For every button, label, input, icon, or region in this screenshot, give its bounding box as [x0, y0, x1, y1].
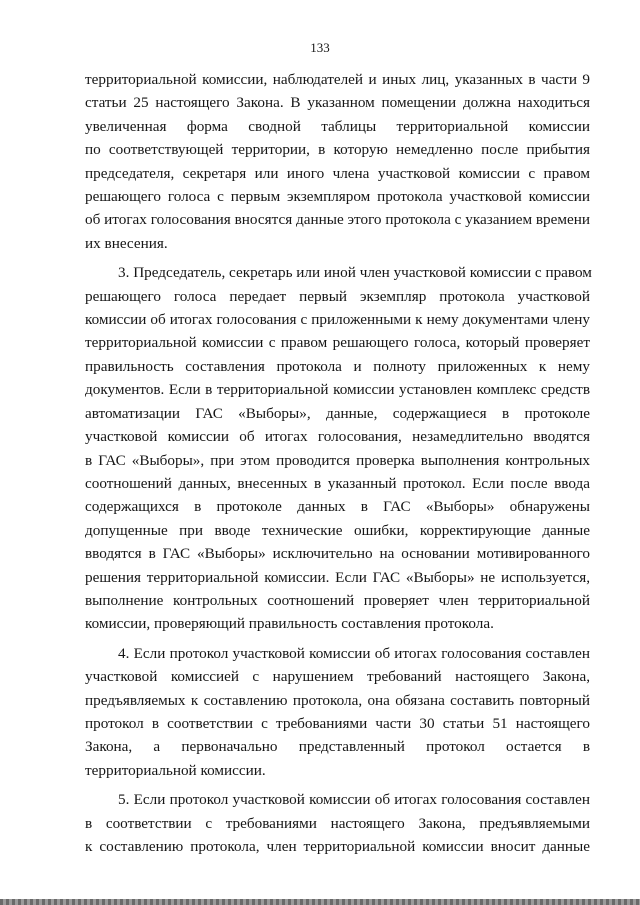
- text-line: статьи 25 настоящего Закона. В указанном помещении должна находиться: [85, 94, 590, 112]
- paragraph-continuation: [85, 68, 590, 255]
- text-line: 5. Если протокол участковой комиссии об итогах голосования составлен: [118, 791, 590, 809]
- paragraph-item-3: [85, 261, 590, 636]
- text-line: к составлению протокола, член территориальной комиссии вносит данные: [85, 838, 590, 855]
- text-line: правильность составления протокола и полноту приложенных к нему: [85, 357, 590, 375]
- paragraph-item-5: [85, 788, 590, 858]
- text-line: решающего голоса передает первый экземпляр протокола участковой: [85, 287, 590, 305]
- scan-edge: [0, 899, 640, 905]
- text-line: автоматизации ГАС «Выборы», данные, содержащиеся в протоколе: [85, 404, 590, 422]
- document-body: [85, 68, 590, 858]
- text-line: решения территориальной комиссии. Если ГАС «Выборы» не используется,: [85, 568, 590, 586]
- text-line: увеличенная форма сводной таблицы территориальной комиссии: [85, 117, 590, 135]
- text-line: в ГАС «Выборы», при этом проводится проверка выполнения контрольных: [85, 451, 590, 469]
- text-line: территориальной комиссии.: [85, 761, 266, 779]
- text-line: 4. Если протокол участковой комиссии об итогах голосования составлен: [118, 644, 590, 662]
- text-line: Закона, а первоначально представленный протокол остается в: [85, 738, 590, 756]
- text-line: их внесения.: [85, 234, 168, 252]
- text-line: соотношений данных, внесенных в указанный протокол. Если после ввода: [85, 474, 590, 492]
- text-line: протокол в соответствии с требованиями части 30 статьи 51 настоящего: [85, 714, 590, 732]
- text-line: 3. Председатель, секретарь или иной член участковой комиссии с правом: [118, 264, 592, 282]
- text-line: комиссии об итогах голосования с приложенными к нему документами члену: [85, 311, 590, 329]
- text-line: вводятся в ГАС «Выборы» исключительно на основании мотивированного: [85, 545, 590, 563]
- text-line: комиссии, проверяющий правильность составления протокола.: [85, 615, 494, 633]
- text-line: предъявляемых к составлению протокола, она обязана составить повторный: [85, 691, 590, 709]
- text-line: решающего голоса с первым экземпляром протокола участковой комиссии: [85, 188, 590, 206]
- text-line: выполнение контрольных соотношений проверяет член территориальной: [85, 591, 590, 609]
- text-line: содержащихся в протоколе данных в ГАС «Выборы» обнаружены: [85, 498, 590, 516]
- text-line: территориальной комиссии, наблюдателей и иных лиц, указанных в части 9: [85, 71, 590, 88]
- text-line: участковой комиссии об итогах голосования, незамедлительно вводятся: [85, 428, 590, 446]
- text-line: участковой комиссией с нарушением требований настоящего Закона,: [85, 668, 590, 686]
- paragraph-item-4: [85, 642, 590, 782]
- text-line: документов. Если в территориальной комиссии установлен комплекс средств: [85, 381, 590, 399]
- text-line: в соответствии с требованиями настоящего Закона, предъявляемыми: [85, 814, 590, 832]
- text-line: допущенные при вводе технические ошибки, корректирующие данные: [85, 521, 590, 539]
- page-number: 133: [310, 40, 330, 55]
- text-line: территориальной комиссии с правом решающего голоса, который проверяет: [85, 334, 590, 352]
- text-line: по соответствующей территории, в которую немедленно после прибытия: [85, 141, 590, 159]
- text-line: об итогах голосования вносятся данные этого протокола с указанием времени: [85, 211, 590, 229]
- text-line: председателя, секретаря или иного члена участковой комиссии с правом: [85, 164, 590, 182]
